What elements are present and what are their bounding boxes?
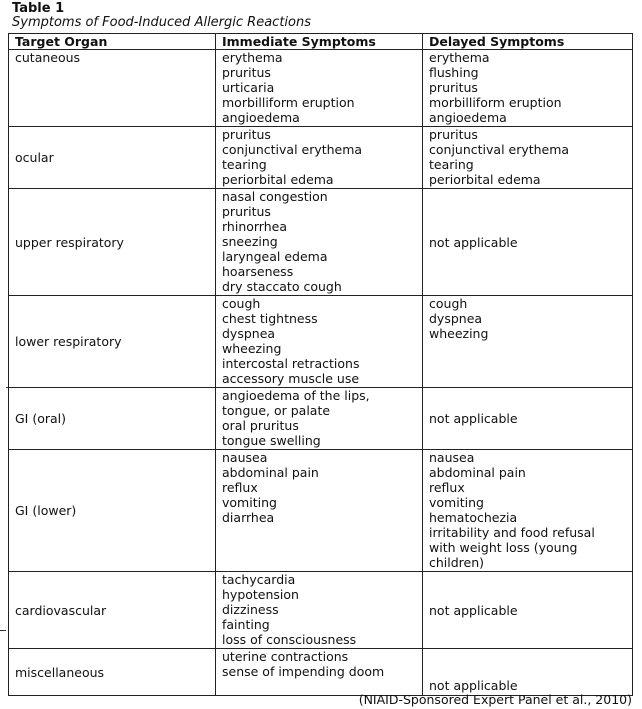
symptom-item: nausea xyxy=(429,450,475,465)
symptom-item: morbilliform eruption xyxy=(222,95,355,110)
symptom-item: vomiting xyxy=(429,495,484,510)
symptom-item: urticaria xyxy=(222,80,275,95)
symptom-item: tachycardia xyxy=(222,572,296,587)
target-organ-cell: miscellaneous xyxy=(9,649,216,696)
immediate-symptoms-cell xyxy=(216,127,423,189)
target-organ-cell: ocular xyxy=(9,127,216,189)
table-row xyxy=(9,388,633,450)
table-row xyxy=(9,50,633,127)
symptom-item: wheezing xyxy=(222,341,282,356)
symptom-item: conjunctival erythema xyxy=(222,142,363,157)
symptom-item: pruritus xyxy=(429,127,478,142)
table-caption: Symptoms of Food-Induced Allergic Reactions xyxy=(12,15,311,30)
symptom-item: dyspnea xyxy=(222,326,276,341)
delayed-symptoms-cell xyxy=(423,450,633,572)
target-organ-cell: cardiovascular xyxy=(9,572,216,649)
delayed-symptoms-cell xyxy=(423,572,633,649)
target-organ-cell: upper respiratory xyxy=(9,189,216,296)
symptom-item: flushing xyxy=(429,65,479,80)
symptom-item: abdominal pain xyxy=(222,465,319,480)
symptom-item: erythema xyxy=(222,50,283,65)
symptom-item: irritability and food refusal xyxy=(429,525,595,540)
symptom-item: hoarseness xyxy=(222,264,294,279)
symptom-item: wheezing xyxy=(429,326,489,341)
symptom-item: fainting xyxy=(222,617,270,632)
target-organ-cell: cutaneous xyxy=(9,50,216,127)
target-organ-cell: lower respiratory xyxy=(9,296,216,388)
symptom-item: sense of impending doom xyxy=(222,664,385,679)
symptom-item: not applicable xyxy=(429,234,518,250)
symptom-item: not applicable xyxy=(429,602,518,618)
table-row xyxy=(9,649,633,696)
symptom-item: conjunctival erythema xyxy=(429,142,570,157)
margin-mark xyxy=(0,630,6,631)
symptom-item: hypotension xyxy=(222,587,299,602)
immediate-symptoms-cell xyxy=(216,450,423,572)
symptom-item: angioedema xyxy=(429,110,507,125)
symptom-item: diarrhea xyxy=(222,510,275,525)
symptom-item: dyspnea xyxy=(429,311,483,326)
symptom-item: angioedema xyxy=(222,110,300,125)
table-header-row xyxy=(9,34,633,50)
symptom-item: nausea xyxy=(222,450,268,465)
table-number: Table 1 xyxy=(12,1,65,16)
symptom-item: hematochezia xyxy=(429,510,518,525)
delayed-symptoms-cell xyxy=(423,189,633,296)
target-organ-cell: GI (lower) xyxy=(9,450,216,572)
immediate-symptoms-cell xyxy=(216,296,423,388)
header-immediate-symptoms: Immediate Symptoms xyxy=(216,34,423,50)
symptom-item: pruritus xyxy=(222,204,271,219)
symptom-item: intercostal retractions xyxy=(222,356,360,371)
symptom-item: cough xyxy=(222,296,261,311)
symptoms-table xyxy=(8,33,633,696)
symptom-item: dry staccato cough xyxy=(222,279,342,294)
symptom-item: periorbital edema xyxy=(429,172,541,187)
symptom-item: vomiting xyxy=(222,495,277,510)
symptom-item: morbilliform eruption xyxy=(429,95,562,110)
delayed-symptoms-cell xyxy=(423,388,633,450)
delayed-symptoms-cell xyxy=(423,649,633,696)
symptom-item: not applicable xyxy=(429,678,518,693)
symptom-item: reflux xyxy=(429,480,465,495)
table-row xyxy=(9,296,633,388)
immediate-symptoms-cell xyxy=(216,189,423,296)
target-organ-cell: GI (oral) xyxy=(9,388,216,450)
symptom-item: periorbital edema xyxy=(222,172,334,187)
table-body xyxy=(9,50,633,696)
symptom-item: oral pruritus xyxy=(222,418,299,433)
symptom-item: not applicable xyxy=(429,411,518,426)
symptom-item: abdominal pain xyxy=(429,465,526,480)
symptoms-table-container xyxy=(8,33,632,696)
immediate-symptoms-cell xyxy=(216,388,423,450)
table-row xyxy=(9,127,633,189)
header-delayed-symptoms: Delayed Symptoms xyxy=(423,34,633,50)
symptom-item: chest tightness xyxy=(222,311,318,326)
immediate-symptoms-cell xyxy=(216,50,423,127)
symptom-item: rhinorrhea xyxy=(222,219,287,234)
symptom-item: pruritus xyxy=(429,80,478,95)
immediate-symptoms-cell xyxy=(216,572,423,649)
delayed-symptoms-cell xyxy=(423,50,633,127)
symptom-item: accessory muscle use xyxy=(222,371,360,386)
symptom-item: tongue swelling xyxy=(222,433,321,448)
symptom-item: pruritus xyxy=(222,65,271,80)
symptom-item: tearing xyxy=(222,157,267,172)
symptom-item: erythema xyxy=(429,50,490,65)
symptom-item: reflux xyxy=(222,480,258,495)
symptom-item: angioedema of the lips, xyxy=(222,388,370,403)
symptom-item: tearing xyxy=(429,157,474,172)
symptom-item: uterine contractions xyxy=(222,649,349,664)
delayed-symptoms-cell xyxy=(423,127,633,189)
symptom-item: nasal congestion xyxy=(222,189,328,204)
symptom-item: dizziness xyxy=(222,602,279,617)
symptom-item: pruritus xyxy=(222,127,271,142)
delayed-symptoms-cell xyxy=(423,296,633,388)
citation: (NIAID-Sponsored Expert Panel et al., 2010) xyxy=(358,692,632,707)
immediate-symptoms-cell xyxy=(216,649,423,696)
symptom-item: with weight loss (young xyxy=(429,540,578,555)
symptom-item: children) xyxy=(429,555,485,570)
header-target-organ: Target Organ xyxy=(9,34,216,50)
symptom-item: cough xyxy=(429,296,468,311)
table-row xyxy=(9,450,633,572)
symptom-item: sneezing xyxy=(222,234,278,249)
symptom-item: loss of consciousness xyxy=(222,632,357,647)
table-row xyxy=(9,572,633,649)
symptom-item: laryngeal edema xyxy=(222,249,328,264)
table-row xyxy=(9,189,633,296)
symptom-item: tongue, or palate xyxy=(222,403,331,418)
